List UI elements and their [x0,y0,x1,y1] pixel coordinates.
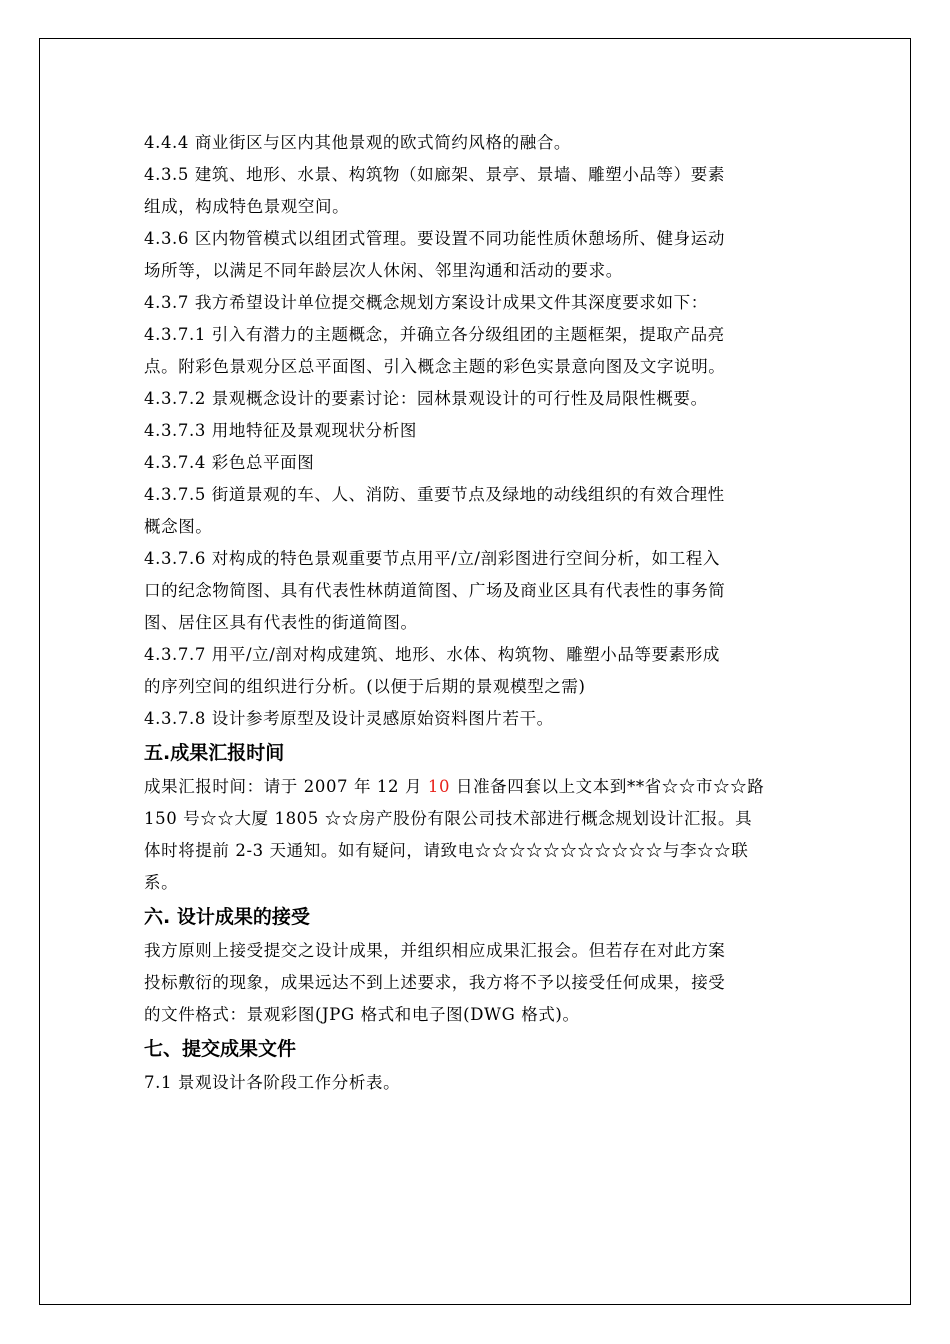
text-line: 7.1 景观设计各阶段工作分析表。 [144,1073,401,1092]
text-line: 4.3.7.1 引入有潜力的主题概念，并确立各分级组团的主题框架，提取产品亮 [144,325,725,344]
text-line: 点。附彩色景观分区总平面图、引入概念主题的彩色实景意向图及文字说明。 [144,357,726,376]
text-line: 4.3.7.5 街道景观的车、人、消防、重要节点及绿地的动线组织的有效合理性 [144,485,725,504]
text-line: 的文件格式：景观彩图(JPG 格式和电子图(DWG 格式)。 [144,1005,580,1024]
text-line: 4.3.7 我方希望设计单位提交概念规划方案设计成果文件其深度要求如下： [144,293,708,312]
text-line: 图、居住区具有代表性的街道简图。 [144,613,418,632]
text-line: 投标敷衍的现象，成果远达不到上述要求，我方将不予以接受任何成果，接受 [144,973,726,992]
text-line: 4.3.6 区内物管模式以组团式管理。要设置不同功能性质休憩场所、健身运动 [144,229,725,248]
text-line: 的序列空间的组织进行分析。(以便于后期的景观模型之需) [144,677,586,696]
text-line: 组成，构成特色景观空间。 [144,197,350,216]
text-line: 4.3.7.6 对构成的特色景观重要节点用平/立/剖彩图进行空间分析，如工程入 [144,549,720,568]
text-segment: 日准备四套以上文本到**省☆☆市☆☆路 [450,777,765,796]
text-line: 场所等，以满足不同年龄层次人休闲、邻里沟通和活动的要求。 [144,261,623,280]
section-heading-acceptance: 六. 设计成果的接受 [144,906,310,928]
text-line: 口的纪念物简图、具有代表性林荫道简图、广场及商业区具有代表性的事务简 [144,581,726,600]
text-line: 4.3.7.7 用平/立/剖对构成建筑、地形、水体、构筑物、雕塑小品等要素形成 [144,645,720,664]
highlighted-date: 10 [427,777,451,796]
text-segment: 成果汇报时间：请于 2007 年 12 月 [144,777,428,796]
text-line: 4.3.5 建筑、地形、水景、构筑物（如廊架、景亭、景墙、雕塑小品等）要素 [144,165,725,184]
text-line: 4.3.7.8 设计参考原型及设计灵感原始资料图片若干。 [144,709,554,728]
text-line [144,771,812,803]
text-line: 4.3.7.2 景观概念设计的要素讨论：园林景观设计的可行性及局限性概要。 [144,389,708,408]
document-body [144,127,812,1099]
text-line: 4.3.7.3 用地特征及景观现状分析图 [144,421,417,440]
text-line: 4.3.7.4 彩色总平面图 [144,453,315,472]
text-line: 概念图。 [144,517,213,536]
section-heading-deliverables: 七、提交成果文件 [144,1038,297,1060]
text-line: 系。 [144,873,179,892]
text-line: 体时将提前 2-3 天通知。如有疑问，请致电☆☆☆☆☆☆☆☆☆☆☆与李☆☆联 [144,841,749,860]
text-line: 4.4.4 商业街区与区内其他景观的欧式简约风格的融合。 [144,133,572,152]
text-line: 150 号☆☆大厦 1805 ☆☆房产股份有限公司技术部进行概念规划设计汇报。具 [144,809,753,828]
section-heading-report-time: 五.成果汇报时间 [144,742,285,764]
text-line: 我方原则上接受提交之设计成果，并组织相应成果汇报会。但若存在对此方案 [144,941,726,960]
